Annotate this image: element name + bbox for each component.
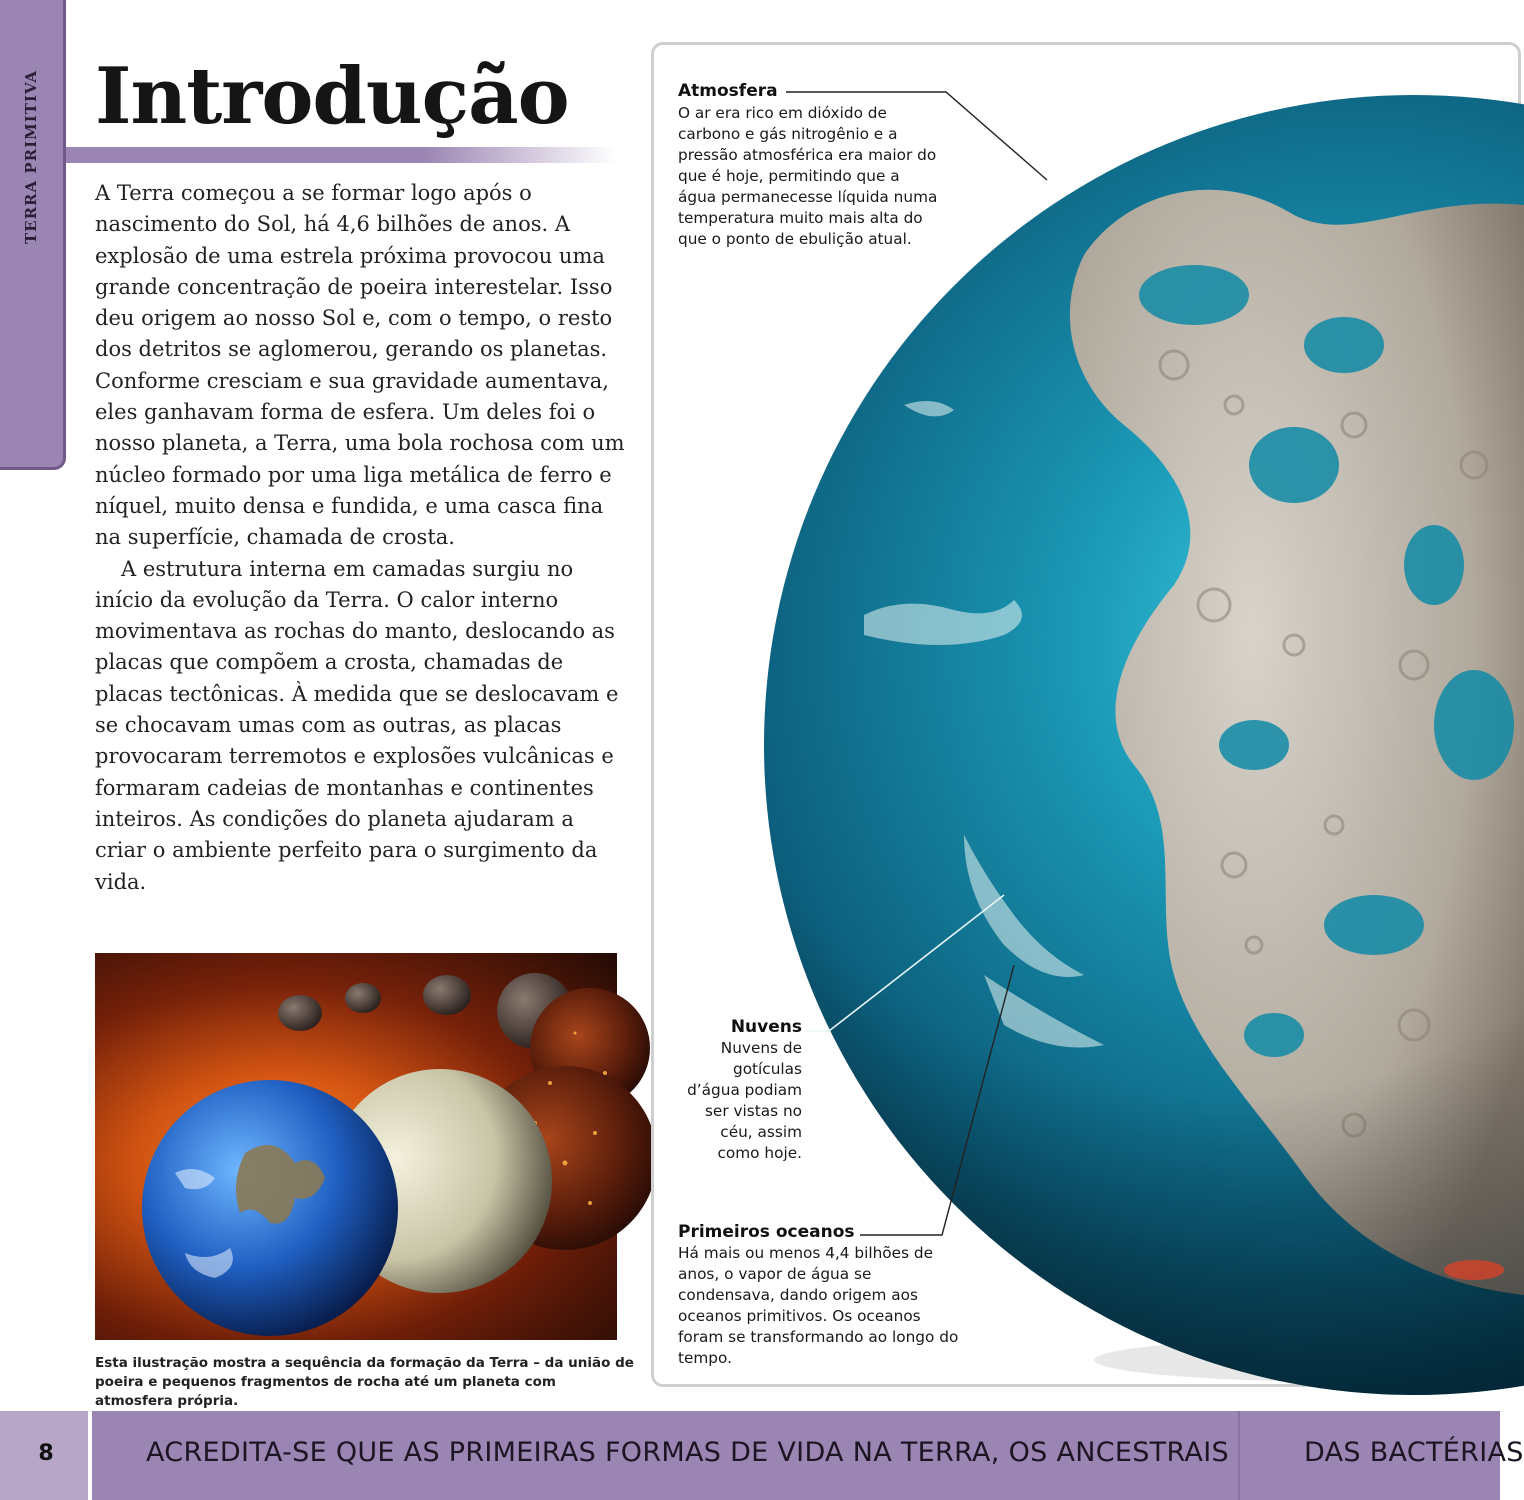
callout-nuvens-text: Nuvens de gotículas d’água podiam ser vistas no céu, assim como hoje.	[687, 1039, 802, 1162]
page-number: 8	[38, 1441, 54, 1466]
illustration-caption: Esta ilustração mostra a sequência da formação da Terra – da união de poeira e pequenos fragmentos de rocha até um planeta com atmosfera própria.	[95, 1355, 634, 1409]
footer-ticker-text: ACREDITA-SE QUE AS PRIMEIRAS FORMAS DE VIDA NA TERRA, OS ANCESTRAIS	[146, 1437, 1229, 1468]
callout-atmosfera-title: Atmosfera	[678, 81, 778, 101]
footer-bar	[0, 1411, 1524, 1500]
body-text	[95, 178, 625, 898]
callout-atmosfera-text: O ar era rico em dióxido de carbono e gás nitrogênio e a pressão atmosférica era maior do que é hoje, permitindo que a água permanecesse líquida numa temperatura muito mais alta do que o ponto de ebulição atual.	[678, 104, 938, 248]
formation-illustration-art	[95, 953, 617, 1340]
page-title: Introdução	[95, 51, 569, 142]
planet-panel	[651, 42, 1521, 1387]
section-tab-label: TERRA PRIMITIVA	[22, 69, 40, 244]
formation-illustration	[95, 953, 617, 1340]
callout-nuvens-title: Nuvens	[730, 1017, 802, 1037]
footer-ticker-text-continued: DAS BACTÉRIAS	[1304, 1437, 1524, 1468]
callout-oceanos-text: Há mais ou menos 4,4 bilhões de anos, o vapor de água se condensava, dando origem aos oceanos primitivos. Os oceanos foram se transformando ao longo do tempo.	[678, 1244, 959, 1367]
section-tab	[0, 0, 66, 470]
title-underline	[66, 147, 616, 163]
body-paragraph-1: A Terra começou a se formar logo após o nascimento do Sol, há 4,6 bilhões de anos. A explosão de uma estrela próxima provocou uma grande concentração de poeira interestelar. Isso deu origem ao nosso Sol e, com o tempo, o resto dos detritos se aglomerou, gerando os planetas. Conforme cresciam e sua gravidade aumentava, eles ganhavam forma de esfera. Um deles foi o nosso planeta, a Terra, uma bola rochosa com um núcleo formado por uma liga metálica de ferro e níquel, muito densa e fundida, e uma casca fina na superfície, chamada de crosta.	[95, 181, 625, 550]
page-number-box	[0, 1411, 92, 1500]
footer-divider	[1238, 1411, 1240, 1500]
body-paragraph-2: A estrutura interna em camadas surgiu no início da evolução da Terra. O calor interno movimentava as rochas do manto, deslocando as placas que compõem a crosta, chamadas de placas tectônicas. À medida que se deslocavam e se chocavam umas com as outras, as placas provocaram terremotos e explosões vulcânicas e formaram cadeias de montanhas e continentes inteiros. As condições do planeta ajudaram a criar o ambiente perfeito para o surgimento da vida.	[95, 556, 619, 894]
callout-oceanos-title: Primeiros oceanos	[678, 1222, 855, 1242]
